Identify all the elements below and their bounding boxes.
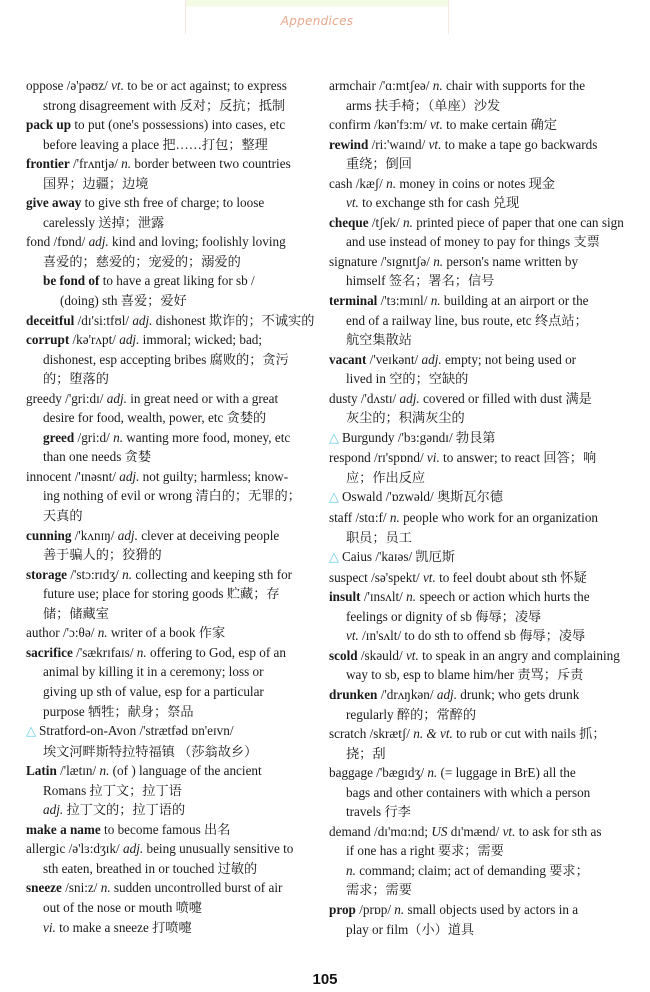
entry-text: 航空集散站 [346,332,412,348]
headword: greed [43,429,75,445]
part-of-speech: vt. [111,78,124,93]
entry-text: /sni:z/ [61,880,101,896]
part-of-speech: n. [386,175,397,191]
glossary-entry-line [26,193,321,213]
glossary-continuation-line [26,291,321,311]
entry-text: to give sth free of charge; to loose [81,195,265,211]
entry-text: /'ɪnsʌlt/ [360,589,407,605]
entry-text: carelessly 送掉；泄露 [43,214,165,230]
entry-text: clever at deceiving people [137,527,280,543]
glossary-entry-line [329,213,629,233]
entry-text: 的；堕落的 [43,371,109,387]
glossary-continuation-line [329,841,629,861]
part-of-speech: n. [100,880,111,896]
triangle-marker-icon: △ [329,490,339,506]
entry-text: /'kʌnɪŋ/ [71,527,118,543]
glossary-entry-line [329,252,629,272]
glossary-entry-line [26,76,321,96]
entry-text: 国界；边疆；边境 [43,175,149,191]
glossary-entry-line [26,467,321,487]
part-of-speech: n. [394,901,405,917]
glossary-entry-line [329,487,629,508]
glossary-continuation-line [329,232,629,252]
part-of-speech: vt. [429,117,443,133]
triangle-marker-icon: △ [329,430,339,446]
entry-text: armchair /'ɑ:mtʃeə/ [329,78,433,93]
entry-text: sth eaten, breathed in or touched 过敏的 [43,860,258,876]
entry-text: baggage /'bægɪdʒ/ [329,765,428,781]
entry-text: 重绕；倒回 [346,156,412,172]
entry-text: out of the nose or mouth 喷嚏 [43,899,202,915]
glossary-entry-line [329,685,629,705]
part-of-speech: US [431,823,448,839]
entry-text: lived in 空的；空缺的 [346,371,469,387]
glossary-continuation-line [26,742,321,762]
headword: prop [329,901,356,917]
glossary-entry-line [26,330,321,350]
part-of-speech: vi. [426,450,440,466]
entry-text: chair with supports for the [442,78,586,93]
entry-text: oppose [26,78,67,93]
part-of-speech: adj. [436,686,457,702]
glossary-continuation-line [26,213,321,233]
glossary-continuation-line [329,744,629,764]
glossary-entry-line [26,232,321,252]
entry-text: to speak in an angry and complaining [418,647,620,663]
glossary-continuation-line [329,528,629,548]
part-of-speech: n. [122,566,133,582]
entry-text: fond /fɒnd/ [26,234,89,250]
glossary-entry-line [26,311,321,331]
glossary-continuation-line [26,702,321,722]
entry-text: sudden uncontrolled burst of air [110,880,283,896]
glossary-entry-line [329,508,629,528]
entry-text: bags and other containers with which a person [346,784,591,800]
entry-text: Caius /'kaɪəs/ 凯厄斯 [342,549,455,565]
part-of-speech: n. [136,644,147,660]
glossary-entry-line [26,721,321,742]
glossary-entry-line [329,389,629,409]
entry-text: dɪ'mænd/ [447,823,503,839]
entry-text: arms 扶手椅；（单座）沙发 [346,97,501,113]
entry-text: Burgundy /'bɜ:gəndɪ/ 勃艮第 [342,429,496,445]
entry-text: demand /dɪ'mɑ:nd; [329,823,432,839]
entry-text: to put (one's possessions) into cases, etc [71,117,286,133]
entry-text: signature /'sɪgnɪtʃə/ [329,253,434,269]
glossary-continuation-line [329,607,629,627]
entry-text: 挠；刮 [346,745,386,761]
part-of-speech: vt. [428,136,442,152]
glossary-continuation-line [329,154,629,174]
headword: be fond of [43,273,100,289]
entry-text: and use instead of money to pay for things 支票 [346,234,600,250]
entry-text: immoral; wicked; bad; [139,332,263,348]
headword: drunken [329,686,378,702]
glossary-entry-line [26,115,321,135]
headword: sneeze [26,880,62,896]
entry-text: himself 签名；署名；信号 [346,273,495,289]
entry-text: desire for food, wealth, power, etc 贪婪的 [43,410,267,426]
glossary-continuation-line [26,584,321,604]
part-of-speech: n. [113,429,123,445]
glossary-entry-line [26,643,321,663]
entry-text: way to sb, esp to blame him/her 责骂；斥责 [346,667,584,683]
triangle-marker-icon: △ [329,550,339,566]
entry-text: printed piece of paper that one can sign [412,214,624,230]
part-of-speech: adj. [119,468,140,484]
entry-text: greedy /'gri:dɪ/ [26,390,107,406]
page-number: 105 [312,971,338,988]
entry-text: Romans 拉丁文；拉丁语 [43,782,182,798]
headword: terminal [329,293,378,309]
entry-text: people who work for an organization [399,510,599,526]
glossary-entry-line [26,878,321,898]
glossary-continuation-line [26,918,321,938]
entry-text: to rub or cut with nails 抓； [452,726,606,742]
glossary-entry-line [26,839,321,859]
entry-text: /'lætɪn/ [56,763,100,779]
part-of-speech: adj. [399,390,420,406]
part-of-speech: n. [121,156,132,172]
entry-text: end of a railway line, bus route, etc 终点站； [346,312,588,328]
headword: deceitful [26,312,75,328]
glossary-continuation-line [26,174,321,194]
entry-text: 应；作出反应 [346,469,426,485]
glossary-continuation-line [329,330,629,350]
entry-text: scratch /skrætʃ/ [329,726,414,742]
glossary-continuation-line [26,859,321,879]
glossary-entry-line [26,565,321,585]
glossary-continuation-line [26,369,321,389]
glossary-continuation-line [329,920,629,940]
entry-text: innocent /'ɪnəsnt/ [26,468,120,484]
entry-text: to feel doubt about sth 怀疑 [435,569,587,585]
triangle-marker-icon: △ [26,724,36,740]
entry-text: if one has a right 要求；需要 [346,843,504,859]
entry-text: allergic /ə'lɜ:dʒɪk/ [26,841,124,857]
entry-text: 喜爱的；慈爱的；宠爱的；溺爱的 [43,253,241,269]
part-of-speech: n. [433,253,444,269]
part-of-speech: adj. [43,802,64,818]
glossary-continuation-line [26,506,321,526]
part-of-speech: adj. [132,312,153,328]
entry-text: collecting and keeping sth for [132,566,293,582]
entry-text: /tʃek/ [368,214,403,230]
glossary-continuation-line [329,193,629,213]
entry-text: speech or action which hurts the [416,589,590,605]
part-of-speech: vt. [346,195,359,211]
part-of-speech: n. [346,862,356,878]
glossary-continuation-line [26,486,321,506]
entry-text: suspect /sə'spekt/ [329,569,423,585]
part-of-speech: vt. [502,823,516,839]
headword: corrupt [26,332,70,348]
glossary-column-left [26,76,321,937]
entry-text: empty; not being used or [441,351,577,367]
glossary-column-right [329,76,629,939]
entry-text: wanting more food, money, etc [122,429,291,445]
entry-text: to ask for sth as [515,823,602,839]
entry-text: 灰尘的；积满灰尘的 [346,410,465,426]
entry-text: respond /rɪ'spɒnd/ [329,450,427,466]
entry-text: to exchange sth for cash 兑现 [358,195,520,211]
entry-text: /'drʌŋkən/ [377,686,437,702]
glossary-continuation-line [26,898,321,918]
glossary-entry-line [329,428,629,449]
part-of-speech: n. & vt. [413,726,453,742]
part-of-speech: vt. [346,628,359,644]
glossary-entry-line [26,820,321,840]
entry-text: money in coins or notes 现金 [396,175,555,191]
entry-text: travels 行李 [346,804,411,820]
glossary-continuation-line [329,861,629,881]
glossary-continuation-line [26,781,321,801]
entry-text: person's name written by [443,253,579,269]
entry-text: /ɪn'sʌlt/ to do sth to offend sb 侮辱；凌辱 [358,628,586,644]
part-of-speech: n. [406,589,417,605]
entry-text: strong disagreement with 反对；反抗；抵制 [43,97,286,113]
entry-text: 善于骗人的；狡猾的 [43,547,162,563]
entry-text: Oswald /'ɒzwəld/ 奥斯瓦尔德 [342,489,503,505]
entry-text: drunk; who gets drunk [457,686,580,702]
glossary-entry-line [329,350,629,370]
entry-text: border between two countries [131,156,291,172]
entry-text: Stratford-on-Avon /'strætfəd ɒn'eɪvn/ [39,723,234,739]
entry-text: than one needs 贪婪 [43,449,152,465]
entry-text: before leaving a place 把……打包；整理 [43,136,268,152]
glossary-entry-line [329,724,629,744]
part-of-speech: adj. [106,390,127,406]
headword: give away [26,195,82,211]
glossary-continuation-line [26,800,321,820]
entry-text: to be or act against; to express [123,78,287,93]
glossary-continuation-line [26,252,321,272]
entry-text: writer of a book 作家 [107,625,226,641]
headword: vacant [329,351,367,367]
part-of-speech: n. [389,510,400,526]
entry-text: cash /kæʃ/ [329,175,387,191]
glossary-entry-line [329,763,629,783]
glossary-continuation-line [26,545,321,565]
headword: pack up [26,117,72,133]
entry-text: being unusually sensitive to [143,841,294,857]
glossary-entry-line [329,900,629,920]
glossary-entry-line [26,154,321,174]
glossary-continuation-line [329,468,629,488]
glossary-continuation-line [26,135,321,155]
glossary-continuation-line [26,682,321,702]
entry-text: (doing) sth 喜爱；爱好 [60,293,187,309]
glossary-entry-line [329,448,629,468]
section-title: Appendices [280,14,354,28]
part-of-speech: vt. [405,647,419,663]
entry-text: 天真的 [43,508,83,524]
part-of-speech: n. [430,293,441,309]
part-of-speech: n. [432,78,443,93]
entry-text: /'veɪkənt/ [366,351,422,367]
glossary-continuation-line [26,662,321,682]
glossary-entry-line [329,568,629,588]
part-of-speech: adj. [119,332,140,348]
part-of-speech: adj. [421,351,442,367]
glossary-continuation-line [26,96,321,116]
entry-text: author /'ɔ:θə/ [26,625,98,641]
entry-text: animal by killing it in a ceremony; loss or [43,664,264,680]
glossary-continuation-line [329,783,629,803]
entry-text: to make a sneeze 打喷嚏 [55,919,192,935]
part-of-speech: adj. [117,527,138,543]
entry-text: 拉丁文的；拉丁语的 [63,802,186,818]
glossary-entry-line [329,174,629,194]
headword: storage [26,566,68,582]
entry-text: (= luggage in BrE) all the [437,765,576,781]
glossary-entry-line [329,587,629,607]
entry-text: /'tɜ:mɪnl/ [377,293,431,309]
entry-text: /'frʌntjə/ [69,156,122,172]
glossary-continuation-line [26,447,321,467]
entry-text: /kə'rʌpt/ [69,332,120,348]
entry-text: /'stɔ:rɪdʒ/ [67,566,123,582]
entry-text: to answer; to react 回答；响 [439,450,597,466]
entry-text: not guilty; harmless; know- [139,468,289,484]
glossary-entry-line [329,822,629,842]
glossary-continuation-line [329,271,629,291]
entry-text: /prɒp/ [355,901,395,917]
headword: frontier [26,156,70,172]
page-header [185,0,449,34]
entry-text: to have a great liking for sb / [99,273,255,289]
entry-text: /skəuld/ [357,647,406,663]
entry-text: 需求；需要 [346,882,412,898]
entry-text: (of ) language of the ancient [109,763,262,779]
glossary-continuation-line [329,802,629,822]
glossary-continuation-line [329,369,629,389]
glossary-entry-line [329,547,629,568]
entry-text: 埃文河畔斯特拉特福镇 （莎翁故乡） [43,743,258,759]
glossary-continuation-line [329,311,629,331]
entry-text: play or film（小）道具 [346,921,475,937]
part-of-speech: n. [427,765,438,781]
glossary-entry-line [26,623,321,643]
entry-text: /ə'pəʊz/ [66,78,112,93]
glossary-entry-line [26,389,321,409]
glossary-continuation-line [329,705,629,725]
glossary-entry-line [329,76,629,96]
entry-text: small objects used by actors in a [404,901,579,917]
entry-text: regularly 醉的；常醉的 [346,706,477,722]
entry-text: dusty /'dʌstɪ/ [329,390,400,406]
headword: sacrifice [26,644,73,660]
entry-text: purpose 牺牲；献身；祭品 [43,703,194,719]
glossary-continuation-line [329,665,629,685]
entry-text: 储；储藏室 [43,605,109,621]
glossary-entry-line [329,115,629,135]
entry-text: to make a tape go backwards [441,136,598,152]
glossary-continuation-line [329,880,629,900]
entry-text: /ri:'waɪnd/ [368,136,429,152]
glossary-entry-line [329,135,629,155]
glossary-entry-line [26,761,321,781]
glossary-entry-line [329,291,629,311]
glossary-entry-line [329,646,629,666]
entry-text: staff /stɑ:f/ [329,510,390,526]
glossary-continuation-line [329,96,629,116]
headword: rewind [329,136,369,152]
part-of-speech: n. [99,763,110,779]
glossary-continuation-line [329,626,629,646]
part-of-speech: adj. [88,234,109,250]
part-of-speech: vt. [422,569,436,585]
entry-text: offering to God, esp of an [146,644,286,660]
entry-text: feelings or dignity of sb 侮辱；凌辱 [346,608,542,624]
glossary-continuation-line [26,604,321,624]
entry-text: building at an airport or the [440,293,589,309]
glossary-continuation-line [329,408,629,428]
headword: cheque [329,214,369,230]
part-of-speech: vi. [43,919,56,935]
entry-text: in great need or with a great [126,390,279,406]
glossary-continuation-line [26,408,321,428]
entry-text: dishonest 欺诈的；不诚实的 [152,312,315,328]
headword: scold [329,647,358,663]
entry-text: kind and loving; foolishly loving [108,234,286,250]
headword: insult [329,589,361,605]
part-of-speech: n. [97,625,108,641]
glossary-continuation-line [26,350,321,370]
glossary-continuation-line [26,271,321,291]
entry-text: confirm /kən'fɜ:m/ [329,117,430,133]
headword: make a name [26,821,101,837]
entry-text: dishonest, esp accepting bribes 腐败的；贪污 [43,351,289,367]
entry-text: 职员；员工 [346,529,412,545]
entry-text: giving up sth of value, esp for a particular [43,683,264,699]
glossary-continuation-line [26,428,321,448]
entry-text: /gri:d/ [74,429,114,445]
part-of-speech: n. [403,214,413,230]
entry-text: /dɪ'si:tfʊl/ [74,312,133,328]
headword: cunning [26,527,72,543]
entry-text: to become famous 出名 [100,821,231,837]
entry-text: ing nothing of evil or wrong 清白的；无罪的； [43,488,301,504]
entry-text: covered or filled with dust 满是 [419,390,592,406]
entry-text: /'sækrɪfaɪs/ [72,644,137,660]
headword: Latin [26,763,57,779]
entry-text: future use; place for storing goods 贮藏；存 [43,586,280,602]
entry-text: command; claim; act of demanding 要求； [355,862,589,878]
part-of-speech: adj. [123,841,144,857]
entry-text: to make certain 确定 [442,117,558,133]
glossary-entry-line [26,526,321,546]
